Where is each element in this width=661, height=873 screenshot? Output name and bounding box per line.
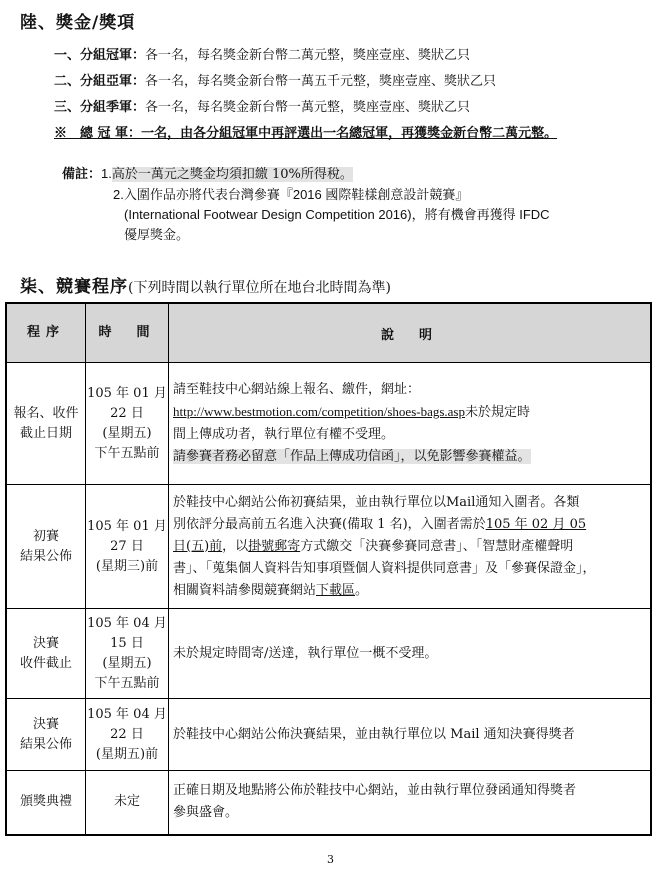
description-text: 未於規定時間寄/送達，執行單位一概不受理。 xyxy=(173,645,438,661)
grand-award-line xyxy=(54,122,557,141)
section-7-title xyxy=(20,272,391,297)
time-text: 22 日 xyxy=(110,405,144,421)
description-text: 於鞋技中心網站公佈初賽結果，並由執行單位以Mail通知入圍者。各類 xyxy=(173,494,580,510)
download-link[interactable]: 下載區 xyxy=(316,582,356,598)
description-line xyxy=(173,536,646,558)
step-text: 頒獎典禮 xyxy=(19,794,72,810)
highlight-text: 請參賽者務必留意「作品上傳成功信函」，以免影響參賽權益。 xyxy=(173,449,531,464)
description-line xyxy=(173,514,646,536)
table-row xyxy=(6,485,651,609)
description-text: 間上傳成功者，執行單位有權不受理。 xyxy=(173,427,395,442)
description-cell xyxy=(169,699,652,771)
section-7-subtitle: (下列時間以執行單位所在地台北時間為準) xyxy=(128,280,391,296)
section-6-title: 陸、獎金/獎項 xyxy=(20,13,136,33)
description-cell xyxy=(169,771,652,835)
note-2-line-2: (International Footwear Design Competition 2016)，將有機會再獲得 IFDC xyxy=(124,207,550,222)
step-text: 截止日期 xyxy=(19,425,72,441)
description-text: 未於規定時 xyxy=(465,405,531,420)
time-text: (星期五)前 xyxy=(95,746,159,762)
time-text: 下午五點前 xyxy=(94,445,160,461)
time-cell xyxy=(86,363,169,485)
award-label: 二、分組亞軍： xyxy=(54,74,146,89)
description-text: 請至鞋技中心網站線上報名、繳件，網址： xyxy=(173,382,421,397)
step-cell xyxy=(6,771,86,835)
note-1-text: 高於一萬元之獎金均須扣繳 10%所得稅。 xyxy=(111,167,353,182)
step-cell xyxy=(6,363,86,485)
table-row xyxy=(6,771,651,835)
time-text: 22 日 xyxy=(110,726,144,742)
description-text: 別依評分最高前五名進入決賽(備取 1 名)，入圍者需於 xyxy=(173,516,486,532)
registered-mail-text: 掛號郵寄 xyxy=(248,538,301,554)
step-text: 決賽 xyxy=(32,635,59,651)
description-text: 正確日期及地點將公佈於鞋技中心網站，並由執行單位發函通知得獎者 xyxy=(173,783,577,799)
table-row xyxy=(6,609,651,699)
description-cell xyxy=(169,363,652,485)
step-text: 結果公佈 xyxy=(19,736,72,752)
note-2-line-3: 優厚獎金。 xyxy=(124,228,190,243)
description-line xyxy=(173,401,646,424)
procedure-table xyxy=(5,302,652,836)
deadline-text: 105 年 02 月 05 xyxy=(485,516,587,532)
award-line-3 xyxy=(54,96,470,115)
time-cell xyxy=(86,771,169,835)
header-step: 程序 xyxy=(6,303,86,363)
description-text: 。 xyxy=(355,582,369,598)
description-text: ，以 xyxy=(222,538,249,554)
step-cell xyxy=(6,609,86,699)
award-label: 三、分組季軍： xyxy=(54,100,146,115)
header-description: 說 明 xyxy=(169,303,652,363)
description-text: 書」、「蒐集個人資料告知事項暨個人資料提供同意書」及「參賽保證金」， xyxy=(173,560,596,576)
time-text: 15 日 xyxy=(110,635,144,651)
time-text: 未定 xyxy=(113,794,140,810)
description-text: 方式繳交「決賽參賽同意書」、「智慧財產權聲明 xyxy=(300,538,574,554)
time-cell xyxy=(86,485,169,609)
note-1-prefix: 1. xyxy=(101,166,112,181)
note-2-line-1: 2.入圍作品亦將代表台灣參賽『2016 國際鞋樣創意設計競賽』 xyxy=(113,187,469,202)
website-link[interactable]: http://www.bestmotion.com/competition/shoes-bags.asp xyxy=(173,404,465,419)
time-text: (星期三)前 xyxy=(95,558,159,574)
step-text: 初賽 xyxy=(32,528,59,544)
step-text: 決賽 xyxy=(32,716,59,732)
time-text: 下午五點前 xyxy=(94,675,160,691)
award-line-1 xyxy=(54,44,470,63)
description-text: 相關資料請參閱競賽網站 xyxy=(173,582,317,598)
time-cell xyxy=(86,699,169,771)
time-cell xyxy=(86,609,169,699)
award-text: 各一名，每名獎金新台幣一萬五千元整，獎座壹座、獎狀乙只 xyxy=(145,74,497,89)
description-text: 參與盛會。 xyxy=(173,805,239,821)
deadline-text: 日(五)前 xyxy=(173,538,223,554)
time-text: 105 年 01 月 xyxy=(87,385,167,401)
time-text: (星期五) xyxy=(102,655,152,671)
award-label: 一、分組冠軍： xyxy=(54,48,146,63)
description-line xyxy=(173,580,646,602)
grand-award-text: 一名，由各分組冠軍中再評選出一名總冠軍，再獲獎金新台幣二萬元整。 xyxy=(141,126,558,141)
step-text: 結果公佈 xyxy=(19,548,72,564)
description-cell xyxy=(169,609,652,699)
description-cell xyxy=(169,485,652,609)
time-text: 105 年 04 月 xyxy=(87,615,167,631)
award-text: 各一名，每名獎金新台幣二萬元整，獎座壹座、獎狀乙只 xyxy=(145,48,471,63)
section-7-title-text: 柒、競賽程序 xyxy=(20,277,128,297)
grand-award-label: ※ 總 冠 軍： xyxy=(54,126,142,141)
step-cell xyxy=(6,485,86,609)
step-text: 報名、收件 xyxy=(13,405,79,421)
time-text: 27 日 xyxy=(110,538,144,554)
time-text: 105 年 04 月 xyxy=(87,706,167,722)
description-text: 於鞋技中心網站公佈決賽結果，並由執行單位以 Mail 通知決賽得獎者 xyxy=(173,726,575,742)
award-text: 各一名，每名獎金新台幣一萬元整，獎座壹座、獎狀乙只 xyxy=(145,100,471,115)
award-line-2 xyxy=(54,70,496,89)
page-number: 3 xyxy=(327,853,334,866)
table-row xyxy=(6,699,651,771)
note-label: 備註： xyxy=(62,167,102,182)
note-1 xyxy=(62,163,353,182)
header-time: 時 間 xyxy=(86,303,169,363)
time-text: 105 年 01 月 xyxy=(87,518,167,534)
table-header-row xyxy=(6,303,651,363)
step-cell xyxy=(6,699,86,771)
step-text: 收件截止 xyxy=(19,655,72,671)
time-text: (星期五) xyxy=(102,425,152,441)
table-row xyxy=(6,363,651,485)
